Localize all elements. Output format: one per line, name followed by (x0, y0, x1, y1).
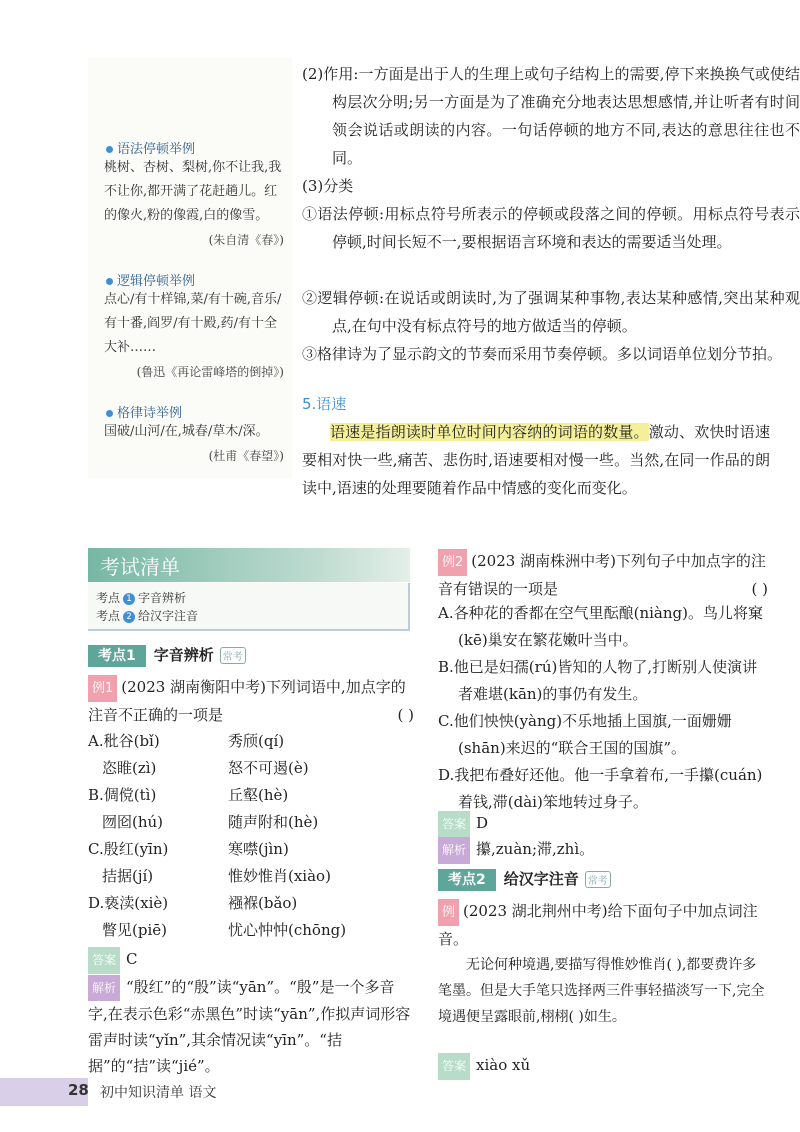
ex2-option-b: B.他已是妇孺(rú)皆知的人物了,打断别人使演讲者难堪(kān)的事仍有发生。 (438, 658, 758, 703)
option-term: 怒不可遏(è) (228, 759, 309, 777)
ex2-option-d: D.我把布叠好还他。他一手拿着布,一手攥(cuán)着钱,滞(dài)笨地转过身子。 (438, 766, 763, 811)
option-term: 瞥见(piē) (102, 921, 167, 939)
exam-point-label: 字音辨析 (138, 591, 187, 605)
ex2-answer-value: D (476, 814, 489, 832)
answer-tag: 答案 (88, 947, 120, 974)
kp2-question-text: (2023 湖北荆州中考)给下面句子中加点词注音。 (438, 902, 758, 948)
sidebar-example-poem: 国破/山河/在,城春/草木/深。 (104, 424, 269, 439)
ex2-answer-paren: ( ) (751, 580, 768, 598)
kp1-option-d (88, 890, 414, 917)
option-term: 丘壑(hè) (228, 786, 289, 804)
kp1-title: 字音辨析 (153, 646, 214, 664)
kp1-analysis-text: “殷红”的“殷”读“yān”。“殷”是一个多音字,在表示色彩“赤黑色”时读“yān”,作拟声词形容雷声时读“yǐn”,其余情况读“yīn”。“拮据”的“拮”读“jié”。 (88, 978, 411, 1075)
section5-paragraph (302, 418, 770, 502)
ex2-analysis (438, 836, 768, 864)
option-term: 惟妙惟肖(xiào) (228, 867, 331, 885)
classify-item-3: ③格律诗为了显示韵文的节奏而采用节奏停顿。多以词语单位划分节拍。 (302, 345, 783, 363)
kp1-question-text: (2023 湖南衡阳中考)下列词语中,加点字的注音不正确的一项是 (88, 678, 406, 724)
sidebar-text-grammar (104, 156, 284, 252)
page-number: 28 (68, 1081, 89, 1099)
analysis-tag: 解析 (438, 837, 470, 864)
ex2-option-a: A.各种花的香都在空气里酝酿(niàng)。鸟儿将窠(kē)巢安在繁花嫩叶当中。 (438, 604, 763, 649)
kp1-question (88, 674, 414, 729)
classify-item-1: ①语法停顿:用标点符号所表示的停顿或段落之间的停顿。用标点符号表示停顿,时间长短不一,要根据语言环境和表达的需要适当处理。 (302, 205, 800, 251)
kp2-tag: 考点2 (438, 869, 496, 891)
effect-paragraph: (2)作用:一方面是出于人的生理上或句子结构上的需要,停下来换换气或使结构层次分明;另一方面是为了准确充分地表达思想感情,并让听者有时间领会说话或朗读的内容。一句话停顿的地方不同,表达的意思往往也不同。 (302, 65, 800, 167)
ex2-question (438, 548, 768, 603)
option-term: 拮据(jí) (102, 867, 154, 885)
sidebar-source-logic: (鲁迅《再论雷峰塔的倒掉》) (136, 365, 284, 379)
analysis-tag: 解析 (88, 975, 120, 1001)
exam-point-prefix: 考点 (96, 591, 121, 605)
ex2-question-text: (2023 湖南株洲中考)下列句子中加点字的注音有错误的一项是 (438, 552, 766, 598)
answer-tag: 答案 (438, 1053, 470, 1080)
ex2-analysis-text: 攥,zuàn;滞,zhì。 (476, 840, 595, 858)
kp1-option-c-row2 (88, 863, 414, 890)
option-label: A.秕谷(bǐ) (88, 732, 160, 750)
kp2-example-tag: 例 (438, 899, 459, 926)
sidebar-example-logic: 点心/有十样锦,菜/有十碗,音乐/有十番,阎罗/有十殿,药/有十全大补…… (104, 292, 282, 355)
answer-tag: 答案 (438, 811, 470, 838)
option-term: 襁褓(bǎo) (228, 894, 298, 912)
kp1-option-b (88, 782, 414, 809)
option-term: 随声附和(hè) (228, 813, 319, 831)
option-label: D.亵渎(xiè) (88, 894, 169, 912)
kp1-answer-paren: ( ) (397, 706, 414, 724)
classify-heading: (3)分类 (302, 177, 354, 195)
section5-title: 5.语速 (302, 395, 347, 413)
kp2-quote: 无论何种境遇,要描写得惟妙惟肖( ),都要费许多笔墨。但是大手笔只选择两三件事轻描淡写一下,完全境遇便呈露眼前,栩栩( )如生。 (438, 957, 765, 1025)
kp1-option-b-row2 (88, 809, 414, 836)
footer-title: 初中知识清单 语文 (100, 1085, 217, 1101)
kp1-answer-value: C (126, 950, 138, 968)
kp1-option-a (88, 728, 414, 755)
sidebar-heading-poem: 格律诗举例 (106, 402, 182, 421)
exam-point-item-1 (96, 589, 186, 606)
kp1-tag: 考点1 (88, 645, 146, 667)
kp1-options (88, 728, 414, 944)
kp2-stamp: 常考 (585, 871, 611, 888)
section5-rest: 激动、欢快时语速要相对快一些,痛苦、悲伤时,语速要相对慢一些。当然,在同一作品的朗读中,语速的处理要随着作品中情感的变化而变化。 (302, 423, 770, 497)
kp1-header (88, 644, 246, 670)
kp1-analysis (88, 974, 414, 1079)
kp1-answer (88, 946, 414, 974)
option-term: 囫囵(hú) (102, 813, 164, 831)
exam-point-item-2 (96, 607, 198, 624)
ex2-answer (438, 810, 768, 838)
option-term: 寒噤(jìn) (228, 840, 289, 858)
kp2-answer (438, 1052, 768, 1080)
option-term: 秀颀(qí) (228, 732, 285, 750)
kp2-question (438, 898, 768, 953)
kp2-title: 给汉字注音 (503, 870, 579, 888)
option-label: C.殷红(yīn) (88, 840, 169, 858)
exam-point-label: 给汉字注音 (138, 609, 199, 623)
kp2-answer-value: xiào xǔ (476, 1056, 531, 1074)
exam-point-prefix: 考点 (96, 609, 121, 623)
option-term: 恣睢(zì) (102, 759, 157, 777)
kp1-stamp: 常考 (220, 647, 246, 664)
exam-point-number: 2 (123, 611, 135, 623)
ex2-options (438, 600, 768, 816)
sidebar-example-grammar: 桃树、杏树、梨树,你不让我,我不让你,都开满了花赶趟儿。红的像火,粉的像霞,白的像雪。 (104, 160, 282, 223)
kp1-option-a-row2 (88, 755, 414, 782)
sidebar-heading-grammar: 语法停顿举例 (106, 138, 195, 157)
option-term: 忧心忡忡(chōng) (228, 921, 347, 939)
exam-banner-title: 考试清单 (100, 555, 180, 579)
option-label: B.倜傥(tì) (88, 786, 157, 804)
classify-item-2: ②逻辑停顿:在说话或朗读时,为了强调某种事物,表达某种感情,突出某种观点,在句中没有标点符号的地方做适当的停顿。 (302, 289, 800, 335)
kp1-option-d-row2 (88, 917, 414, 944)
sidebar-heading-logic: 逻辑停顿举例 (106, 270, 195, 289)
section5-highlight: 语速是指朗读时单位时间内容纳的词语的数量。 (330, 423, 649, 441)
kp1-example-tag: 例1 (88, 675, 117, 702)
sidebar-text-logic (104, 288, 284, 384)
sidebar-text-poem (104, 420, 284, 468)
exam-point-number: 1 (123, 593, 135, 605)
ex2-option-c: C.他们怏怏(yàng)不乐地插上国旗,一面姗姗(shān)来迟的“联合王国的国旗”。 (438, 712, 732, 757)
kp2-header (438, 868, 611, 894)
sidebar-source-poem: (杜甫《春望》) (208, 449, 284, 463)
kp1-option-c (88, 836, 414, 863)
sidebar-source-grammar: (朱自清《春》) (208, 233, 284, 247)
ex2-tag: 例2 (438, 549, 467, 576)
